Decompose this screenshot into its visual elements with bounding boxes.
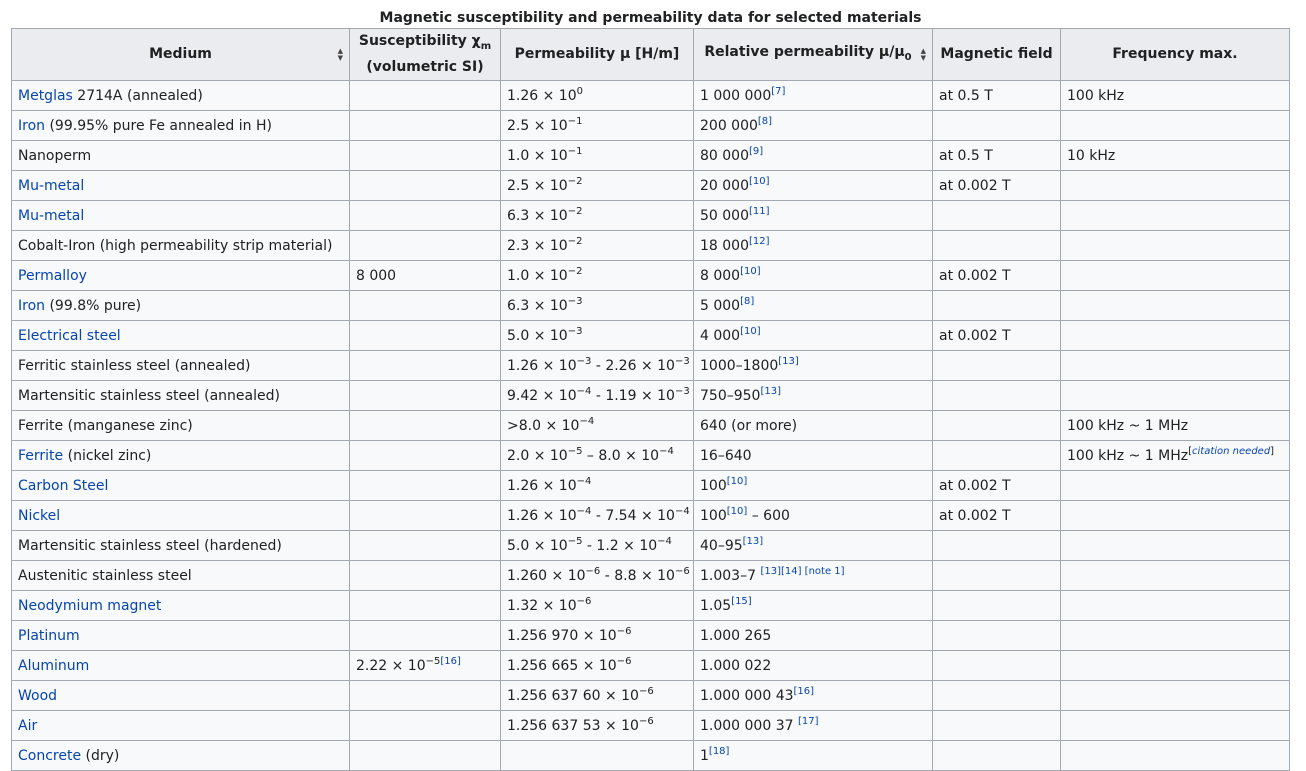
table-row — [12, 141, 1290, 171]
cell-susceptibility — [350, 441, 501, 471]
cell-medium — [12, 171, 350, 201]
medium-text: Austenitic stainless steel — [18, 567, 192, 584]
header-magnetic-field — [933, 29, 1061, 81]
cell-magnetic-field: at 0.002 T — [933, 171, 1061, 201]
citation-needed-link[interactable]: citation needed — [1192, 445, 1271, 457]
header-susceptibility-unit: (volumetric SI) — [366, 58, 484, 75]
cell-permeability: $2.0 \times 10^{-5} - 8.0 \times 10^{-4}$ — [501, 441, 694, 471]
cell-permeability: $6.3 \times 10^{-3}$ — [501, 291, 694, 321]
relative-value-suffix: – 600 — [747, 507, 790, 524]
medium-link[interactable]: Nickel — [18, 507, 61, 524]
cell-susceptibility — [350, 681, 501, 711]
table-row — [12, 501, 1290, 531]
medium-text: Ferritic stainless steel (annealed) — [18, 357, 251, 374]
table-row — [12, 171, 1290, 201]
cell-magnetic-field — [933, 621, 1061, 651]
cell-magnetic-field: at 0.002 T — [933, 321, 1061, 351]
relative-value: 640 (or more) — [700, 417, 798, 434]
cell-susceptibility — [350, 591, 501, 621]
susceptibility-exponent: −5 — [425, 655, 441, 667]
citation-ref[interactable]: [10] — [740, 265, 761, 277]
citation-ref[interactable]: [10] — [749, 175, 770, 187]
cell-frequency — [1061, 231, 1290, 261]
medium-link[interactable]: Ferrite — [18, 447, 64, 464]
cell-frequency — [1061, 381, 1290, 411]
medium-link[interactable]: Neodymium magnet — [18, 597, 162, 614]
cell-medium — [12, 351, 350, 381]
table-body — [12, 81, 1290, 771]
cell-relative-permeability — [694, 291, 933, 321]
table-row — [12, 681, 1290, 711]
relative-value: 1.000 022 — [700, 657, 772, 674]
cell-susceptibility — [350, 321, 501, 351]
cell-magnetic-field — [933, 591, 1061, 621]
cell-frequency — [1061, 531, 1290, 561]
header-frequency-label: Frequency max. — [1112, 46, 1238, 62]
cell-frequency — [1061, 291, 1290, 321]
cell-medium — [12, 621, 350, 651]
table-row — [12, 231, 1290, 261]
cell-relative-permeability — [694, 381, 933, 411]
cell-magnetic-field — [933, 411, 1061, 441]
cell-relative-permeability — [694, 591, 933, 621]
cell-relative-permeability — [694, 501, 933, 531]
relative-value: 1.003–7 — [700, 567, 761, 584]
header-field-label: Magnetic field — [940, 46, 1053, 62]
medium-link[interactable]: Iron — [18, 297, 46, 314]
table-row — [12, 351, 1290, 381]
header-medium[interactable] — [12, 29, 350, 81]
cell-medium — [12, 381, 350, 411]
cell-permeability: $5.0 \times 10^{-5} - 1.2 \times 10^{-4}$ — [501, 531, 694, 561]
cell-susceptibility — [350, 621, 501, 651]
medium-text: (99.95% pure Fe annealed in H) — [45, 117, 272, 134]
cell-medium — [12, 411, 350, 441]
cell-frequency — [1061, 591, 1290, 621]
header-relative-permeability[interactable] — [694, 29, 933, 81]
cell-medium — [12, 591, 350, 621]
cell-medium — [12, 471, 350, 501]
header-susceptibility-label: Susceptibility χ — [358, 33, 481, 50]
medium-text: (99.8% pure) — [45, 297, 142, 314]
cell-susceptibility — [350, 381, 501, 411]
frequency-value: 100 kHz ~ 1 MHz — [1067, 447, 1189, 464]
cell-permeability: 1.256 $970 \times 10^{-6}$ — [501, 621, 694, 651]
cell-medium — [12, 531, 350, 561]
table-row — [12, 561, 1290, 591]
relative-value: 18 000 — [700, 237, 749, 254]
citation-ref[interactable]: [16] — [440, 655, 461, 667]
cell-relative-permeability — [694, 171, 933, 201]
cell-susceptibility — [350, 111, 501, 141]
cell-frequency — [1061, 441, 1290, 471]
cell-permeability: $1.260 \times 10^{-6} - 8.8 \times 10^{-6}$ — [501, 561, 694, 591]
cell-magnetic-field — [933, 651, 1061, 681]
sort-icon[interactable]: ▲ ▼ — [337, 46, 343, 62]
cell-susceptibility — [350, 141, 501, 171]
citation-ref[interactable]: [10] — [726, 505, 748, 517]
cell-susceptibility — [350, 261, 501, 291]
citation-ref[interactable]: [13] — [742, 535, 764, 547]
cell-frequency — [1061, 321, 1290, 351]
relative-value: 20 000 — [700, 177, 749, 194]
cell-magnetic-field — [933, 291, 1061, 321]
cell-permeability — [501, 741, 694, 771]
table-row — [12, 261, 1290, 291]
relative-value: 40–95 — [700, 537, 743, 554]
cell-susceptibility — [350, 471, 501, 501]
cell-permeability: 1.256 637 $60 \times 10^{-6}$ — [501, 681, 694, 711]
header-relative-label: Relative permeability μ/μ — [704, 43, 905, 60]
relative-value: 1.000 000 43 — [700, 687, 794, 704]
cell-frequency — [1061, 471, 1290, 501]
medium-link[interactable]: Mu-metal — [18, 177, 85, 194]
header-permeability — [501, 29, 694, 81]
table-row — [12, 381, 1290, 411]
cell-medium — [12, 291, 350, 321]
cell-relative-permeability — [694, 561, 933, 591]
cell-magnetic-field — [933, 531, 1061, 561]
cell-medium — [12, 651, 350, 681]
cell-frequency — [1061, 141, 1290, 171]
cell-medium — [12, 741, 350, 771]
citation-ref[interactable]: [11] — [749, 205, 770, 217]
citation-ref[interactable]: [17] — [797, 715, 819, 727]
cell-medium — [12, 501, 350, 531]
cell-permeability: $5.0 \times 10^{-3}$ — [501, 321, 694, 351]
cell-relative-permeability — [694, 621, 933, 651]
cell-relative-permeability — [694, 81, 933, 111]
cell-magnetic-field: at 0.002 T — [933, 261, 1061, 291]
header-row — [12, 29, 1290, 81]
cell-magnetic-field — [933, 741, 1061, 771]
table-row — [12, 111, 1290, 141]
cell-permeability: $2.5 \times 10^{-1}$ — [501, 111, 694, 141]
cell-relative-permeability — [694, 411, 933, 441]
susceptibility-value: 2.22 × 10 — [356, 657, 426, 674]
cell-relative-permeability — [694, 321, 933, 351]
sort-icon[interactable]: ▲ ▼ — [920, 46, 926, 62]
cell-relative-permeability — [694, 711, 933, 741]
frequency-value: 100 kHz — [1067, 87, 1125, 104]
table-row — [12, 711, 1290, 741]
medium-link[interactable]: Aluminum — [18, 657, 90, 674]
relative-value: 16–640 — [700, 447, 752, 464]
medium-link[interactable]: Iron — [18, 117, 46, 134]
cell-susceptibility — [350, 81, 501, 111]
cell-frequency — [1061, 411, 1290, 441]
cell-permeability: $1.0 \times 10^{-2}$ — [501, 261, 694, 291]
table-row — [12, 81, 1290, 111]
cell-susceptibility — [350, 501, 501, 531]
cell-magnetic-field — [933, 351, 1061, 381]
medium-text: Cobalt-Iron (high permeability strip material) — [18, 237, 333, 254]
relative-value: 1 000 000 — [700, 87, 772, 104]
cell-magnetic-field — [933, 381, 1061, 411]
medium-link[interactable]: Wood — [18, 687, 58, 704]
cell-magnetic-field: at 0.5 T — [933, 141, 1061, 171]
cell-frequency — [1061, 111, 1290, 141]
cell-permeability: $1.26 \times 10^0$ — [501, 81, 694, 111]
cell-susceptibility — [350, 171, 501, 201]
medium-link[interactable]: Carbon Steel — [18, 477, 109, 494]
cell-medium — [12, 81, 350, 111]
relative-value: 4 000 — [700, 327, 741, 344]
header-susceptibility — [350, 29, 501, 81]
cell-permeability: 1.256 $665 \times 10^{-6}$ — [501, 651, 694, 681]
relative-value: 8 000 — [700, 267, 741, 284]
citation-ref[interactable]: [15] — [731, 595, 752, 607]
medium-link[interactable]: Platinum — [18, 627, 80, 644]
medium-text: Martensitic stainless steel (hardened) — [18, 537, 282, 554]
cell-magnetic-field — [933, 201, 1061, 231]
medium-text: Nanoperm — [18, 147, 92, 164]
cell-medium — [12, 111, 350, 141]
table-row — [12, 471, 1290, 501]
cell-relative-permeability — [694, 111, 933, 141]
medium-text: Martensitic stainless steel (annealed) — [18, 387, 280, 404]
relative-value: 1.000 000 37 — [700, 717, 798, 734]
medium-link[interactable]: Electrical steel — [18, 327, 121, 344]
citation-ref[interactable]: [18] — [708, 745, 730, 757]
cell-frequency — [1061, 201, 1290, 231]
cell-susceptibility — [350, 531, 501, 561]
cell-susceptibility — [350, 291, 501, 321]
cell-medium — [12, 141, 350, 171]
citation-ref[interactable]: [10] — [726, 475, 748, 487]
cell-magnetic-field — [933, 111, 1061, 141]
header-permeability-label: Permeability μ [H/m] — [514, 46, 680, 62]
cell-relative-permeability — [694, 531, 933, 561]
cell-relative-permeability — [694, 201, 933, 231]
cell-frequency — [1061, 81, 1290, 111]
cell-frequency — [1061, 711, 1290, 741]
header-relative-sub: 0 — [904, 51, 912, 63]
cell-magnetic-field — [933, 231, 1061, 261]
citation-ref[interactable]: [13] — [778, 355, 799, 367]
relative-value: 100 — [700, 477, 727, 494]
cell-medium — [12, 261, 350, 291]
cell-frequency — [1061, 501, 1290, 531]
cell-medium — [12, 681, 350, 711]
cell-susceptibility — [350, 351, 501, 381]
cell-medium — [12, 201, 350, 231]
relative-value: 100 — [700, 507, 727, 524]
cell-frequency — [1061, 681, 1290, 711]
cell-magnetic-field — [933, 681, 1061, 711]
cell-susceptibility — [350, 231, 501, 261]
cell-susceptibility — [350, 711, 501, 741]
cell-permeability: 1.256 637 $53 \times 10^{-6}$ — [501, 711, 694, 741]
cell-permeability: $9.42 \times 10^{-4} - 1.19 \times 10^{-3}$ — [501, 381, 694, 411]
cell-magnetic-field: at 0.002 T — [933, 501, 1061, 531]
cell-permeability: $1.0 \times 10^{-1}$ — [501, 141, 694, 171]
medium-text: Ferrite (manganese zinc) — [18, 417, 193, 434]
cell-frequency — [1061, 261, 1290, 291]
medium-text: (dry) — [81, 747, 120, 764]
susceptibility-value: 8 000 — [356, 267, 397, 284]
citation-ref[interactable]: [12] — [749, 235, 770, 247]
citation-ref[interactable]: [8] — [757, 115, 773, 127]
relative-value: 1.05 — [700, 597, 732, 614]
frequency-value: 10 kHz — [1067, 147, 1116, 164]
header-medium-label: Medium — [149, 46, 212, 62]
table-row — [12, 591, 1290, 621]
cell-relative-permeability — [694, 471, 933, 501]
frequency-value: 100 kHz ~ 1 MHz — [1067, 417, 1189, 434]
header-susceptibility-sub: m — [480, 40, 492, 52]
table-row — [12, 291, 1290, 321]
cell-frequency — [1061, 171, 1290, 201]
citation-ref[interactable]: [8] — [740, 295, 755, 307]
cell-relative-permeability — [694, 141, 933, 171]
cell-magnetic-field: at 0.002 T — [933, 471, 1061, 501]
cell-relative-permeability — [694, 231, 933, 261]
table-row — [12, 621, 1290, 651]
citation-ref[interactable]: [13][14] [note 1] — [760, 565, 845, 577]
citation-ref[interactable]: [9] — [749, 145, 764, 157]
cell-permeability: $6.3 \times 10^{-2}$ — [501, 201, 694, 231]
cell-susceptibility — [350, 651, 501, 681]
cell-frequency — [1061, 741, 1290, 771]
cell-frequency — [1061, 351, 1290, 381]
cell-medium — [12, 561, 350, 591]
relative-value: 80 000 — [700, 147, 749, 164]
cell-magnetic-field — [933, 711, 1061, 741]
relative-value: 1.000 265 — [700, 627, 772, 644]
citation-ref[interactable]: [16] — [793, 685, 815, 697]
table-caption: Magnetic susceptibility and permeability data for selected materials — [379, 10, 922, 26]
cell-medium — [12, 321, 350, 351]
cell-susceptibility — [350, 741, 501, 771]
materials-table — [11, 28, 1290, 771]
cell-susceptibility — [350, 411, 501, 441]
header-frequency — [1061, 29, 1290, 81]
table-row — [12, 741, 1290, 771]
relative-value: 1 — [700, 747, 709, 764]
table-row — [12, 651, 1290, 681]
cell-frequency — [1061, 651, 1290, 681]
table-row — [12, 411, 1290, 441]
cell-relative-permeability — [694, 261, 933, 291]
table-row — [12, 531, 1290, 561]
citation-needed[interactable]: [citation needed] — [1188, 445, 1275, 457]
cell-frequency — [1061, 561, 1290, 591]
cell-permeability: $2.5 \times 10^{-2}$ — [501, 171, 694, 201]
medium-link[interactable]: Concrete — [18, 747, 82, 764]
cell-magnetic-field: at 0.5 T — [933, 81, 1061, 111]
medium-link[interactable]: Air — [18, 717, 38, 734]
cell-medium — [12, 711, 350, 741]
relative-value: 750–950 — [700, 387, 761, 404]
cell-magnetic-field — [933, 441, 1061, 471]
medium-link[interactable]: Mu-metal — [18, 207, 85, 224]
cell-magnetic-field — [933, 561, 1061, 591]
cell-medium — [12, 441, 350, 471]
relative-value: 5 000 — [700, 297, 741, 314]
medium-text: 2714A (annealed) — [72, 87, 203, 104]
cell-permeability: $1.32 \times 10^{-6}$ — [501, 591, 694, 621]
cell-relative-permeability — [694, 441, 933, 471]
cell-relative-permeability — [694, 681, 933, 711]
cell-relative-permeability — [694, 351, 933, 381]
cell-permeability: $1.26 \times 10^{-4} - 7.54 \times 10^{-4}$ — [501, 501, 694, 531]
table-row — [12, 201, 1290, 231]
cell-frequency — [1061, 621, 1290, 651]
cell-relative-permeability — [694, 651, 933, 681]
medium-link[interactable]: Permalloy — [18, 267, 87, 284]
relative-value: 1000–1800 — [700, 357, 779, 374]
cell-permeability: $>8.0 \times 10^{-4}$ — [501, 411, 694, 441]
table-row — [12, 441, 1290, 471]
table-row — [12, 321, 1290, 351]
cell-relative-permeability — [694, 741, 933, 771]
cell-permeability: $2.3 \times 10^{-2}$ — [501, 231, 694, 261]
medium-link[interactable]: Metglas — [18, 87, 73, 104]
cell-permeability: $1.26 \times 10^{-4}$ — [501, 471, 694, 501]
citation-ref[interactable]: [10] — [740, 325, 761, 337]
citation-ref[interactable]: [7] — [771, 85, 786, 97]
citation-ref[interactable]: [13] — [760, 385, 781, 397]
medium-text: (nickel zinc) — [63, 447, 152, 464]
cell-medium — [12, 231, 350, 261]
cell-susceptibility — [350, 201, 501, 231]
cell-permeability: $1.26 \times 10^{-3} - 2.26 \times 10^{-3}$ — [501, 351, 694, 381]
relative-value: 200 000 — [700, 117, 758, 134]
cell-susceptibility — [350, 561, 501, 591]
relative-value: 50 000 — [700, 207, 749, 224]
